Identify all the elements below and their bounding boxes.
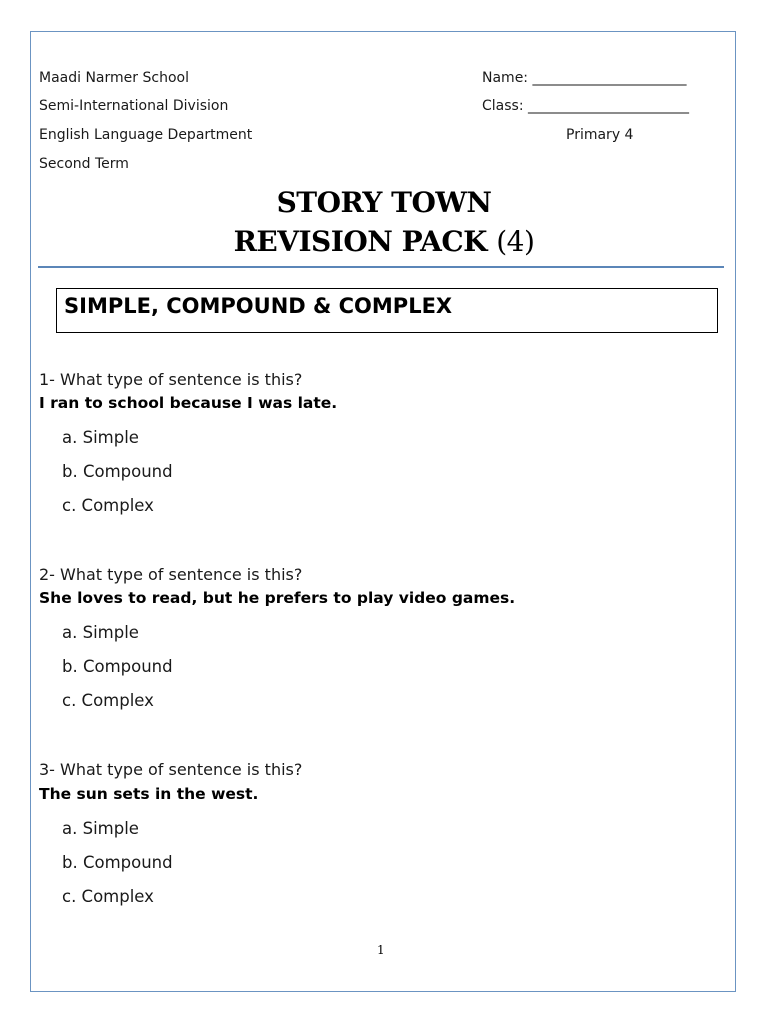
- title-main: REVISION PACK: [233, 225, 487, 258]
- topic-box: [56, 288, 718, 333]
- name-field: Name: ______________________: [482, 70, 687, 86]
- question-2-sentence: She loves to read, but he prefers to play video games.: [39, 589, 516, 607]
- question-2-prompt: 2- What type of sentence is this?: [39, 565, 303, 584]
- term-label: Second Term: [39, 156, 129, 172]
- title-line-2: [0, 225, 768, 258]
- grade-label: Primary 4: [566, 127, 634, 143]
- question-2-option-c: c. Complex: [62, 691, 154, 710]
- question-1-option-a: a. Simple: [62, 428, 139, 447]
- topic-heading: SIMPLE, COMPOUND & COMPLEX: [64, 294, 453, 318]
- question-3-option-b: b. Compound: [62, 853, 173, 872]
- school-name: Maadi Narmer School: [39, 70, 189, 86]
- question-1-prompt: 1- What type of sentence is this?: [39, 370, 303, 389]
- question-2-option-a: a. Simple: [62, 623, 139, 642]
- class-field: Class: _______________________: [482, 98, 689, 114]
- question-1-option-b: b. Compound: [62, 462, 173, 481]
- department-name: English Language Department: [39, 127, 253, 143]
- question-3-sentence: The sun sets in the west.: [39, 785, 259, 803]
- title-pack-number: (4): [496, 225, 535, 258]
- question-1-option-c: c. Complex: [62, 496, 154, 515]
- question-3-option-c: c. Complex: [62, 887, 154, 906]
- question-3-prompt: 3- What type of sentence is this?: [39, 760, 303, 779]
- question-1-sentence: I ran to school because I was late.: [39, 394, 338, 412]
- question-2-option-b: b. Compound: [62, 657, 173, 676]
- header-divider: [38, 266, 724, 268]
- division-name: Semi-International Division: [39, 98, 229, 114]
- title-line-1: STORY TOWN: [276, 186, 492, 219]
- question-3-option-a: a. Simple: [62, 819, 139, 838]
- page-number: 1: [377, 943, 385, 957]
